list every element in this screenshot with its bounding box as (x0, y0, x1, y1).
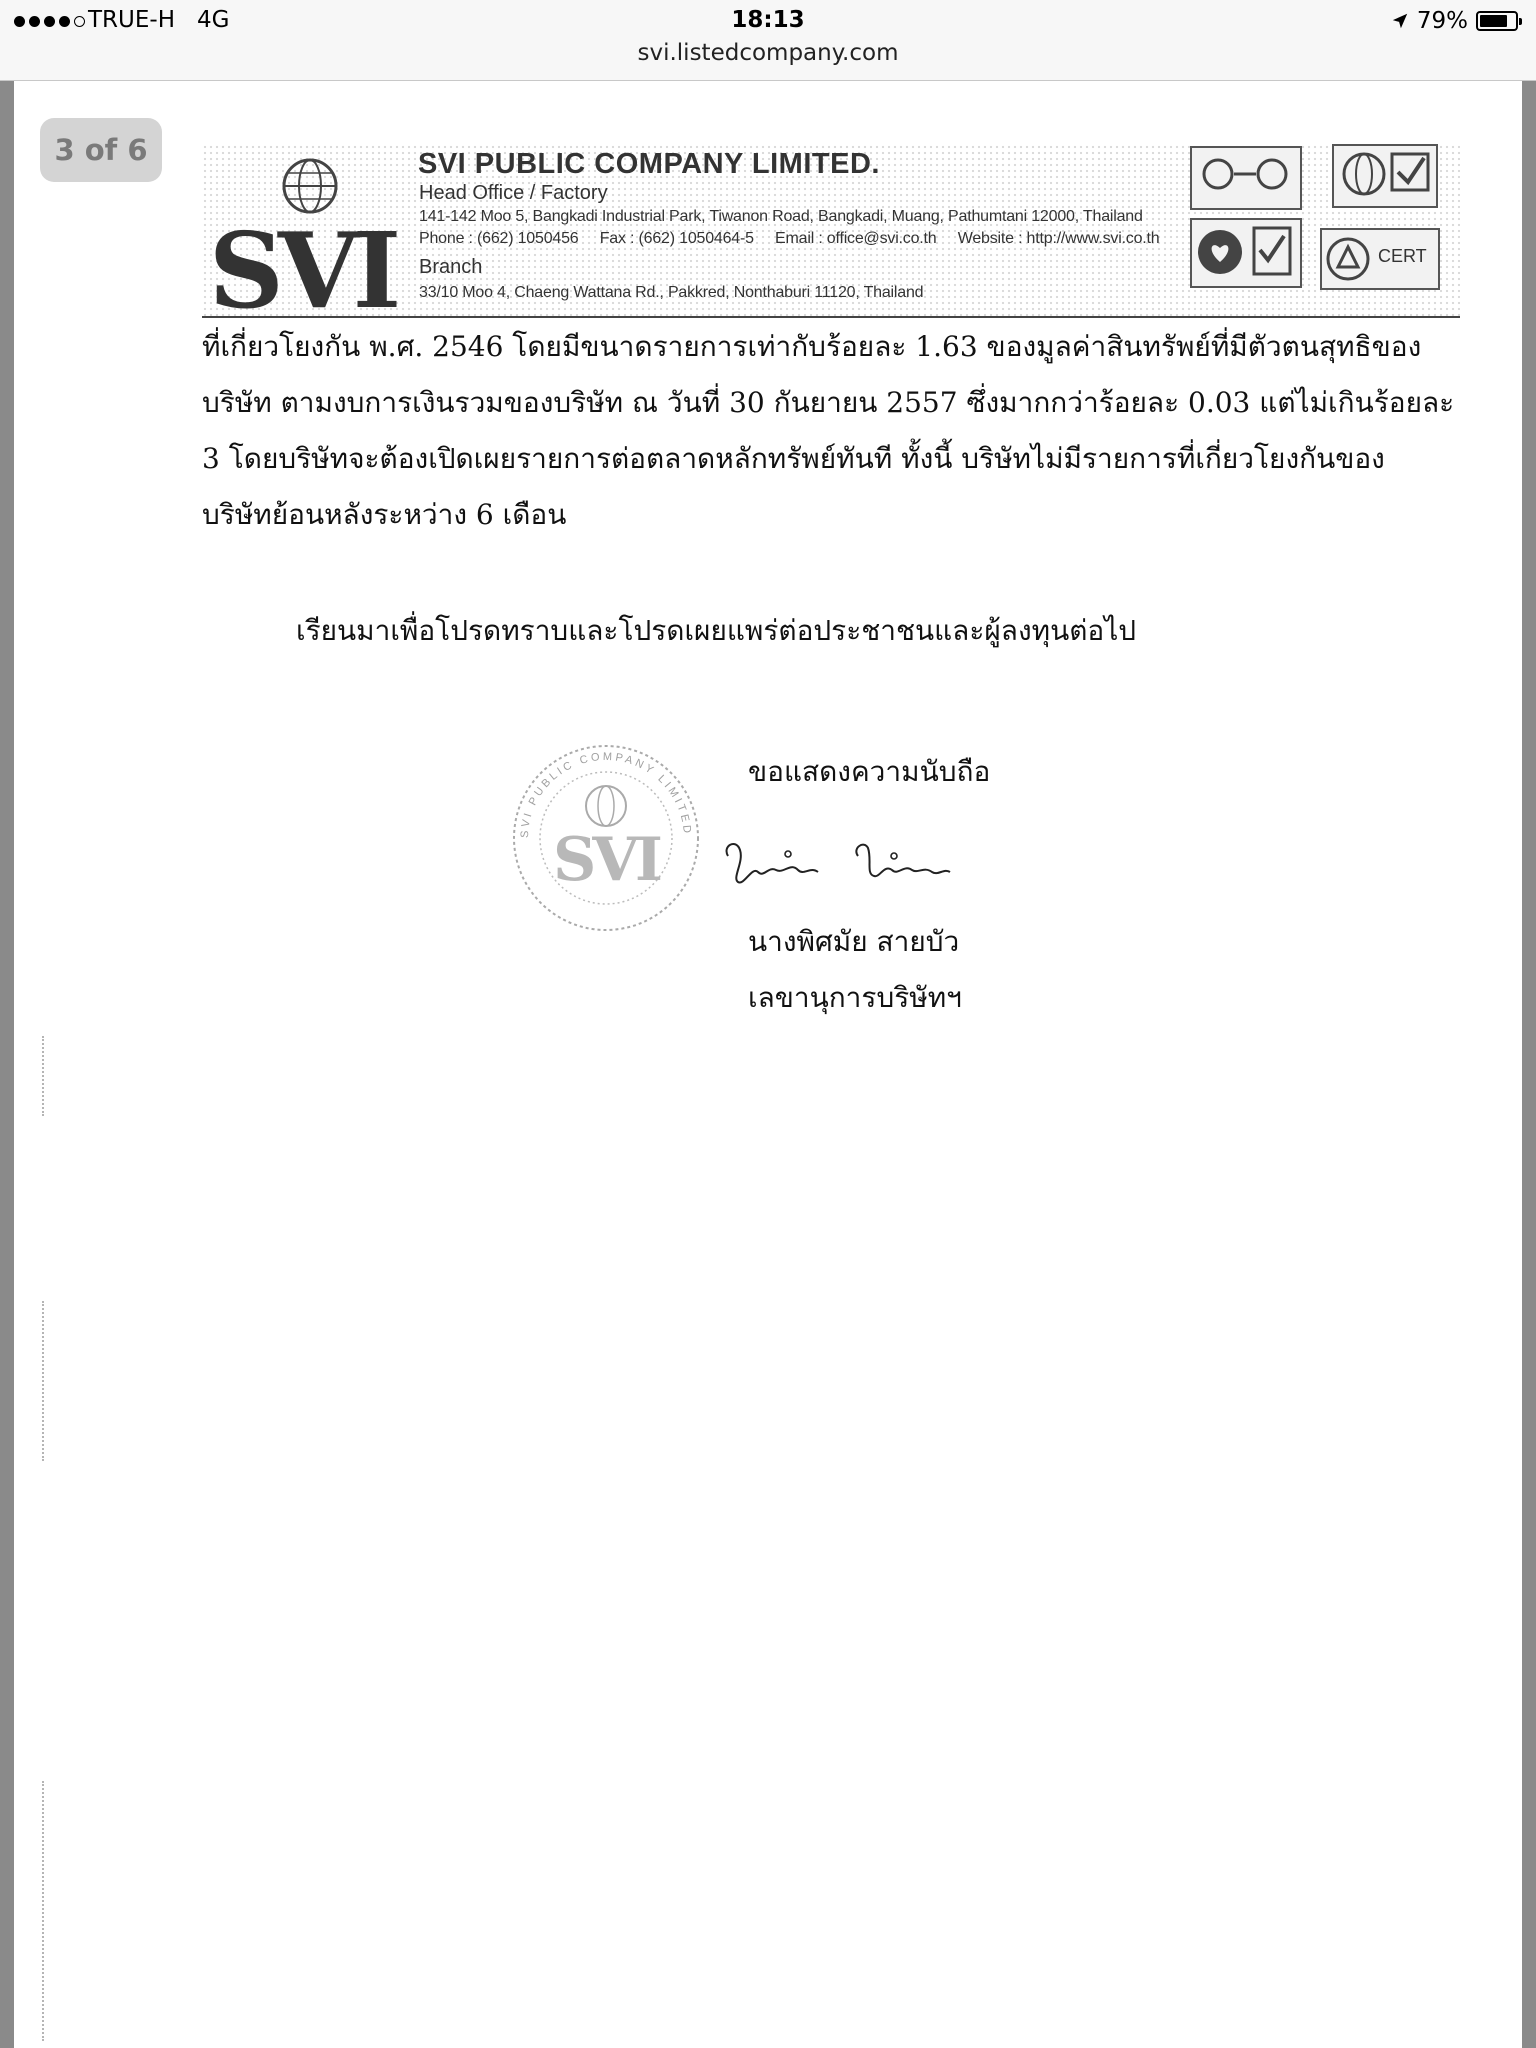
contact-line: Phone : (662) 1050456 Fax : (662) 1050464-5 Email : office@svi.co.th Website : http://www.svi.co.th (419, 230, 1160, 247)
svg-text:SVI PUBLIC COMPANY LIMITED: SVI PUBLIC COMPANY LIMITED (518, 750, 694, 839)
body-line: บริษัทย้อนหลังระหว่าง 6 เดือน (202, 498, 567, 531)
svg-text:SVI: SVI (208, 209, 396, 312)
company-seal (508, 740, 704, 936)
signer-title: เลขานุการบริษัทฯ (748, 981, 962, 1014)
network-type: 4G (196, 7, 230, 33)
certification-icon (1192, 148, 1300, 208)
heart-check-icon (1192, 220, 1300, 286)
certification-badge (1332, 144, 1438, 208)
browser-chrome (0, 0, 1536, 81)
scan-artifact (42, 1781, 46, 2041)
document-page[interactable] (14, 81, 1522, 2048)
regards: ขอแสดงความนับถือ (748, 755, 991, 788)
globe-check-icon (1334, 146, 1436, 206)
svi-logo (202, 152, 402, 312)
status-right (1391, 7, 1518, 35)
page-indicator: 3 of 6 (40, 118, 162, 182)
battery-icon (1476, 11, 1518, 31)
status-time: 18:13 (731, 7, 805, 33)
body-line: 3 โดยบริษัทจะต้องเปิดเผยรายการต่อตลาดหลักทรัพย์ทันที ทั้งนี้ บริษัทไม่มีรายการที่เกี่ยวโยงกันของ (202, 442, 1385, 475)
svg-text:CERT: CERT (1378, 246, 1427, 266)
location-arrow-icon (1391, 12, 1409, 30)
body-line: ที่เกี่ยวโยงกัน พ.ศ. 2546 โดยมีขนาดรายการเท่ากับร้อยละ 1.63 ของมูลค่าสินทรัพย์ที่มีตัวตนสุทธิของ (202, 330, 1422, 363)
closing-request: เรียนมาเพื่อโปรดทราบและโปรดเผยแพร่ต่อประชาชนและผู้ลงทุนต่อไป (296, 614, 1137, 647)
status-bar (0, 0, 1536, 42)
signer-name: นางพิศมัย สายบัว (748, 925, 960, 958)
company-name: SVI PUBLIC COMPANY LIMITED. (418, 148, 880, 180)
letterhead (202, 144, 1460, 318)
certification-badge (1190, 218, 1302, 288)
iso-cert-icon (1322, 230, 1438, 288)
scan-artifact (42, 1301, 46, 1461)
iso-cert-badge (1320, 228, 1440, 290)
svg-text:SVI: SVI (553, 825, 659, 895)
handwritten-signature (718, 826, 958, 896)
body-line: บริษัท ตามงบการเงินรวมของบริษัท ณ วันที่ 30 กันยายน 2557 ซึ่งมากกว่าร้อยละ 0.03 แต่ไม่เกินร้อยละ (202, 386, 1455, 419)
branch-address: 33/10 Moo 4, Chaeng Wattana Rd., Pakkred, Nonthaburi 11120, Thailand (419, 284, 924, 301)
letterhead-rule (202, 316, 1460, 318)
scan-artifact (42, 1036, 46, 1116)
certification-badge (1190, 146, 1302, 210)
head-office-address: 141-142 Moo 5, Bangkadi Industrial Park, Tiwanon Road, Bangkadi, Muang, Pathumtani 12000, Thailand (419, 208, 1143, 225)
branch-label: Branch (419, 256, 483, 278)
battery-percent: 79% (1416, 8, 1468, 34)
address-bar[interactable]: svi.listedcompany.com (637, 40, 899, 66)
head-office-label: Head Office / Factory (419, 182, 608, 204)
carrier-label: TRUE-H 4G (88, 7, 230, 33)
